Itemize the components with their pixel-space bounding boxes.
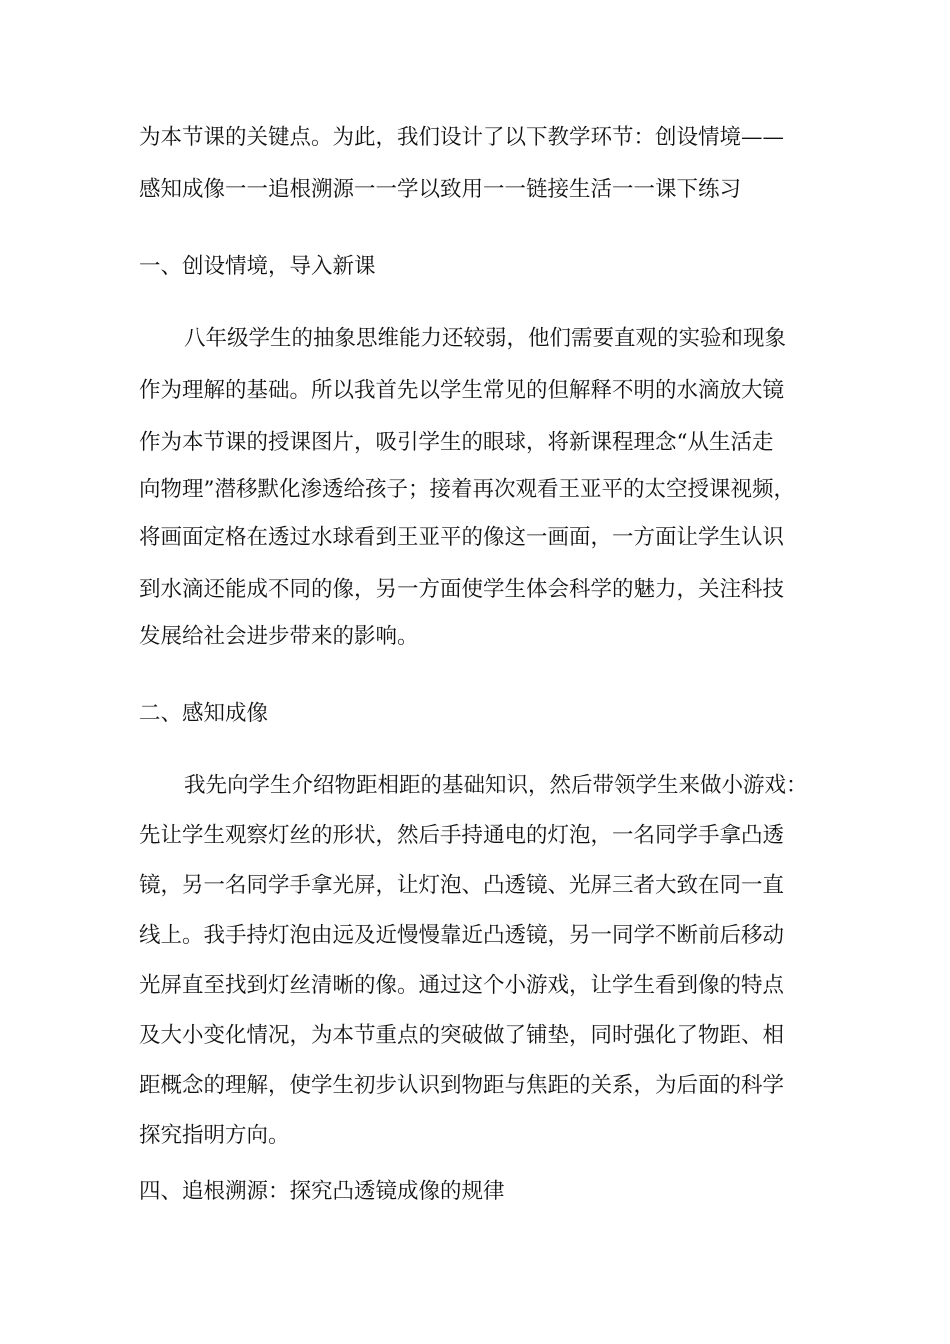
paragraph-line: 将画面定格在透过水球看到王亚平的像这一画面，一方面让学生认识 [139, 525, 785, 550]
paragraph-line: 感知成像一一追根溯源一一学以致用一一链接生活一一课下练习 [139, 177, 742, 202]
paragraph-line: 镜，另一名同学手拿光屏，让灯泡、凸透镜、光屏三者大致在同一直 [139, 873, 785, 898]
paragraph-line: 向物理”潜移默化渗透给孩子；接着再次观看王亚平的太空授课视频， [139, 477, 795, 502]
paragraph-line: 先让学生观察灯丝的形状，然后手持通电的灯泡，一名同学手拿凸透 [139, 823, 785, 848]
paragraph-line: 距概念的理解，使学生初步认识到物距与焦距的关系，为后面的科学 [139, 1073, 785, 1098]
paragraph-line: 作为本节课的授课图片，吸引学生的眼球，将新课程理念“从生活走 [139, 430, 774, 455]
section-heading: 四、追根溯源：探究凸透镜成像的规律 [139, 1179, 505, 1204]
paragraph-line: 发展给社会进步带来的影响。 [139, 624, 419, 649]
paragraph-line: 到水滴还能成不同的像，另一方面使学生体会科学的魅力，关注科技 [139, 577, 785, 602]
paragraph-line: 作为理解的基础。所以我首先以学生常见的但解释不明的水滴放大镜 [139, 378, 785, 403]
paragraph-line: 八年级学生的抽象思维能力还较弱，他们需要直观的实验和现象 [184, 326, 787, 351]
paragraph-line: 探究指明方向。 [139, 1123, 290, 1148]
paragraph-line: 线上。我手持灯泡由远及近慢慢靠近凸透镜，另一同学不断前后移动 [139, 923, 785, 948]
section-heading: 一、创设情境，导入新课 [139, 254, 376, 279]
paragraph-line: 光屏直至找到灯丝清晰的像。通过这个小游戏，让学生看到像的特点 [139, 973, 785, 998]
paragraph-line: 为本节课的关键点。为此，我们设计了以下教学环节：创设情境—— [139, 125, 785, 150]
paragraph-line: 我先向学生介绍物距相距的基础知识，然后带领学生来做小游戏： [184, 773, 808, 798]
paragraph-line: 及大小变化情况，为本节重点的突破做了铺垫，同时强化了物距、相 [139, 1023, 785, 1048]
section-heading: 二、感知成像 [139, 701, 269, 726]
